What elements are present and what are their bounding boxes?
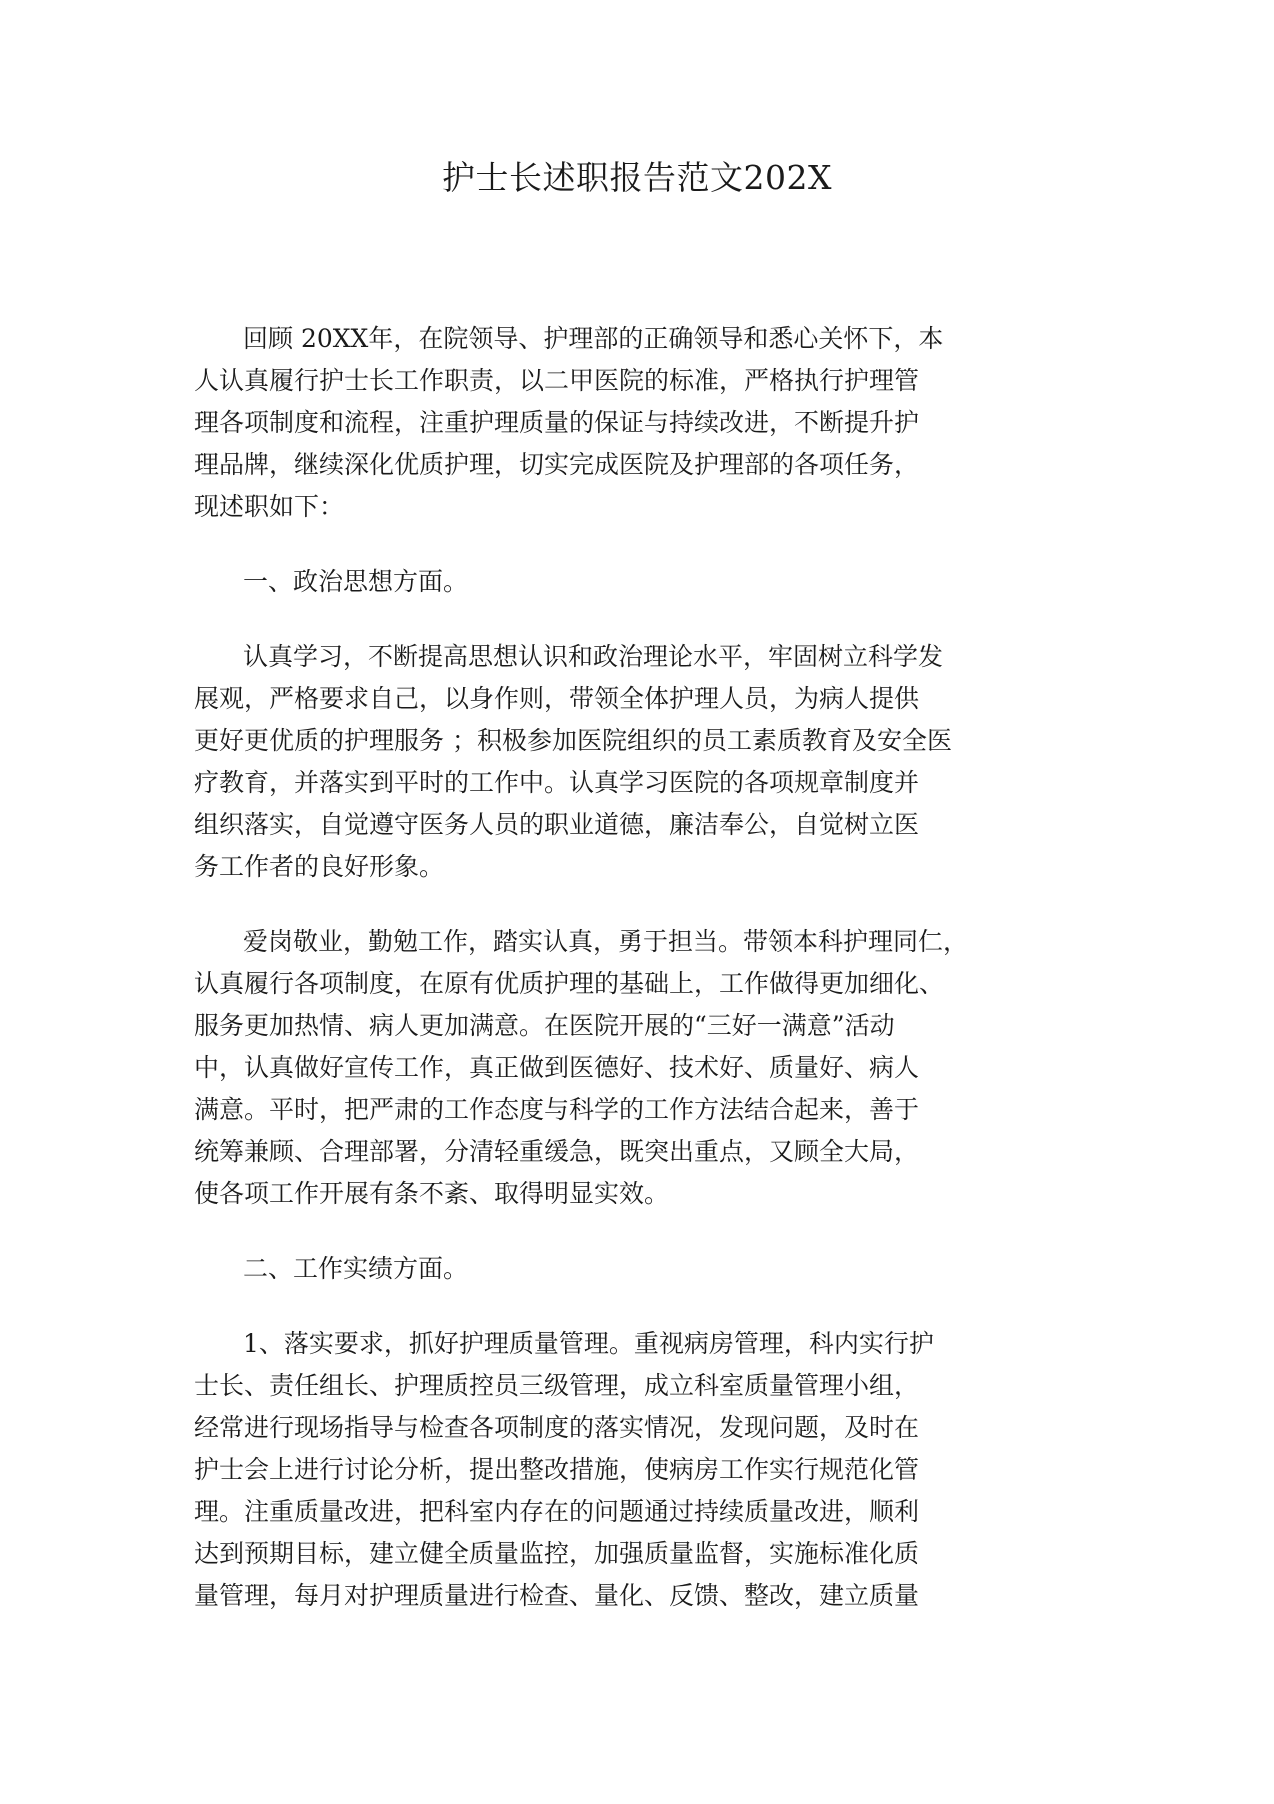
paragraph-line: 达到预期目标，建立健全质量监控，加强质量监督，实施标准化质 <box>194 1539 920 1568</box>
paragraph-line: 展观，严格要求自己，以身作则，带领全体护理人员，为病人提供 <box>194 684 920 713</box>
paragraph-line: 使各项工作开展有条不紊、取得明显实效。 <box>194 1179 670 1208</box>
paragraph-line: 理品牌，继续深化优质护理，切实完成医院及护理部的各项任务， <box>194 450 920 479</box>
paragraph-line: 疗教育，并落实到平时的工作中。认真学习医院的各项规章制度并 <box>194 768 920 797</box>
paragraph-line: 统筹兼顾、合理部署，分清轻重缓急，既突出重点，又顾全大局， <box>194 1137 920 1166</box>
document-title: 护士长述职报告范文202X <box>442 158 832 197</box>
paragraph-line: 现述职如下： <box>194 492 345 521</box>
paragraph <box>194 921 1054 1215</box>
paragraph-line: 更好更优质的护理服务 ；积极参加医院组织的员工素质教育及安全医 <box>194 726 952 755</box>
paragraph-line: 1、落实要求，抓好护理质量管理。重视病房管理，科内实行护 <box>243 1329 934 1358</box>
paragraph-line: 理各项制度和流程，注重护理质量的保证与持续改进，不断提升护 <box>194 408 920 437</box>
paragraph-line: 服务更加热情、病人更加满意。在医院开展的“三好一满意”活动 <box>194 1011 895 1040</box>
document-body <box>194 318 1054 1650</box>
paragraph-line: 组织落实，自觉遵守医务人员的职业道德，廉洁奉公，自觉树立医 <box>194 810 920 839</box>
paragraph-line: 满意。平时，把严肃的工作态度与科学的工作方法结合起来，善于 <box>194 1095 920 1124</box>
paragraph <box>194 636 1054 888</box>
paragraph-line: 人认真履行护士长工作职责，以二甲医院的标准，严格执行护理管 <box>194 366 920 395</box>
section-heading: 一、政治思想方面。 <box>243 567 469 596</box>
paragraph-line: 回顾 20XX年，在院领导、护理部的正确领导和悉心关怀下，本 <box>243 324 944 353</box>
paragraph-line: 护士会上进行讨论分析，提出整改措施，使病房工作实行规范化管 <box>194 1455 920 1484</box>
section-heading: 二、工作实绩方面。 <box>243 1254 469 1283</box>
paragraph-line: 士长、责任组长、护理质控员三级管理，成立科室质量管理小组， <box>194 1371 920 1400</box>
paragraph-line: 务工作者的良好形象。 <box>194 852 445 881</box>
paragraph-line: 认真履行各项制度，在原有优质护理的基础上，工作做得更加细化、 <box>194 969 945 998</box>
paragraph-line: 理。注重质量改进，把科室内存在的问题通过持续质量改进，顺利 <box>194 1497 920 1526</box>
paragraph <box>194 318 1054 528</box>
paragraph-line: 认真学习，不断提高思想认识和政治理论水平，牢固树立科学发 <box>243 642 944 671</box>
paragraph <box>194 1323 1054 1617</box>
paragraph-line: 爱岗敬业，勤勉工作，踏实认真，勇于担当。带领本科护理同仁， <box>243 927 969 956</box>
paragraph-line: 量管理，每月对护理质量进行检查、量化、反馈、整改，建立质量 <box>194 1581 920 1610</box>
paragraph-line: 中，认真做好宣传工作，真正做到医德好、技术好、质量好、病人 <box>194 1053 920 1082</box>
paragraph-line: 经常进行现场指导与检查各项制度的落实情况，发现问题，及时在 <box>194 1413 920 1442</box>
